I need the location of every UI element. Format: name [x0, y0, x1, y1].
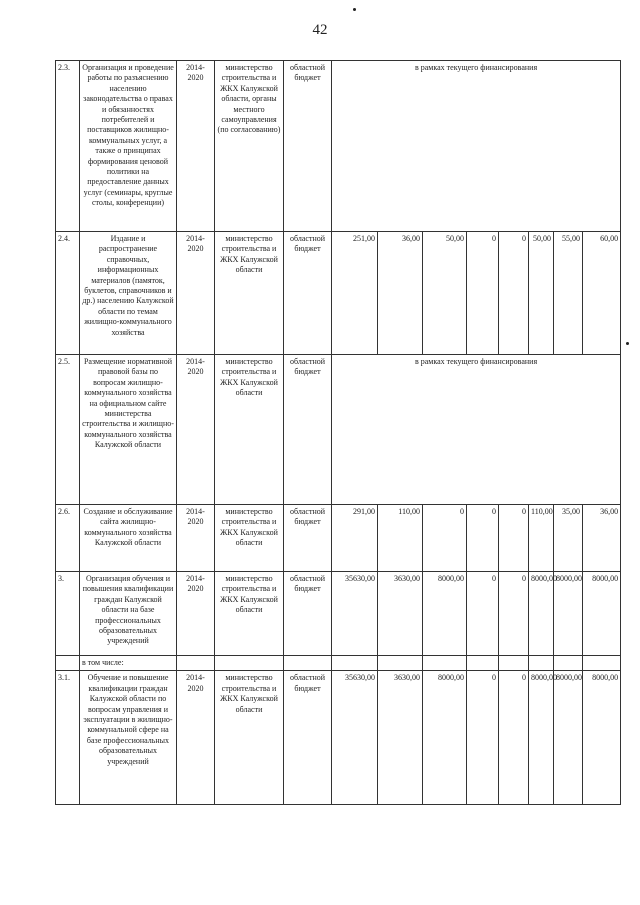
value-2017: 0 — [499, 671, 529, 805]
value-2018: 8000,00 — [529, 572, 554, 656]
executor: министерство строительства и ЖКХ Калужской области — [215, 232, 284, 355]
period: 2014-2020 — [177, 572, 215, 656]
empty-cell — [583, 656, 621, 671]
value-2014: 36,00 — [378, 232, 423, 355]
value-2017: 0 — [499, 232, 529, 355]
funding-source: областной бюджет — [284, 61, 332, 232]
row-number: 3. — [56, 572, 80, 656]
empty-cell — [554, 656, 583, 671]
value-2020: 8000,00 — [583, 671, 621, 805]
executor: министерство строительства и ЖКХ Калужской области — [215, 505, 284, 572]
funding-source: областной бюджет — [284, 671, 332, 805]
value-2016: 0 — [467, 572, 499, 656]
empty-cell — [423, 656, 467, 671]
value-2014: 3630,00 — [378, 671, 423, 805]
value-2017: 0 — [499, 572, 529, 656]
executor: министерство строительства и ЖКХ Калужской области — [215, 572, 284, 656]
value-2016: 0 — [467, 671, 499, 805]
value-2014: 110,00 — [378, 505, 423, 572]
row-number: 2.3. — [56, 61, 80, 232]
executor: министерство строительства и ЖКХ Калужской области, органы местного самоуправления (по согласованию) — [215, 61, 284, 232]
empty-cell — [177, 656, 215, 671]
subheader-row — [56, 656, 621, 671]
value-2020: 8000,00 — [583, 572, 621, 656]
empty-cell — [467, 656, 499, 671]
value-2015: 8000,00 — [423, 572, 467, 656]
row-number: 2.4. — [56, 232, 80, 355]
activity-name: Издание и распространение справочных, информационных материалов (памяток, буклетов, справочников и др.) населению Калужской области по темам жилищно-коммунального хозяйства — [80, 232, 177, 355]
value-2019: 35,00 — [554, 505, 583, 572]
financing-note: в рамках текущего финансирования — [332, 355, 621, 505]
value-2019: 55,00 — [554, 232, 583, 355]
funding-source: областной бюджет — [284, 572, 332, 656]
row-number: 2.5. — [56, 355, 80, 505]
activity-name: Обучение и повышение квалификации граждан Калужской области по вопросам управления и эксплуатации в жилищно-коммунальной сфере на базе профессиональных образовательных учреждений — [80, 671, 177, 805]
table-row — [56, 572, 621, 656]
value-total: 291,00 — [332, 505, 378, 572]
activity-name: Организация обучения и повышения квалификации граждан Калужской области на базе профессиональных образовательных учреждений — [80, 572, 177, 656]
period: 2014-2020 — [177, 355, 215, 505]
value-2020: 60,00 — [583, 232, 621, 355]
activity-name: Создание и обслуживание сайта жилищно-коммунального хозяйства Калужской области — [80, 505, 177, 572]
value-2018: 110,00 — [529, 505, 554, 572]
funding-source: областной бюджет — [284, 232, 332, 355]
value-2016: 0 — [467, 232, 499, 355]
row-number: 2.6. — [56, 505, 80, 572]
value-2018: 8000,00 — [529, 671, 554, 805]
value-2015: 0 — [423, 505, 467, 572]
page-number: 42 — [312, 22, 328, 38]
scan-dot-right — [626, 342, 629, 345]
table-row — [56, 505, 621, 572]
empty-cell — [56, 656, 80, 671]
funding-source: областной бюджет — [284, 355, 332, 505]
executor: министерство строительства и ЖКХ Калужской области — [215, 355, 284, 505]
table-row — [56, 232, 621, 355]
value-2014: 3630,00 — [378, 572, 423, 656]
financing-note: в рамках текущего финансирования — [332, 61, 621, 232]
value-2019: 8000,00 — [554, 671, 583, 805]
period: 2014-2020 — [177, 505, 215, 572]
scan-dot-top — [353, 8, 356, 11]
program-activities-table — [55, 60, 621, 805]
period: 2014-2020 — [177, 671, 215, 805]
value-2017: 0 — [499, 505, 529, 572]
row-number: 3.1. — [56, 671, 80, 805]
table-row — [56, 61, 621, 232]
value-total: 35630,00 — [332, 572, 378, 656]
value-2015: 50,00 — [423, 232, 467, 355]
value-2016: 0 — [467, 505, 499, 572]
empty-cell — [332, 656, 378, 671]
value-2020: 36,00 — [583, 505, 621, 572]
value-2018: 50,00 — [529, 232, 554, 355]
subheader-label: в том числе: — [80, 656, 177, 671]
period: 2014-2020 — [177, 232, 215, 355]
activity-name: Организация и проведение работы по разъяснению населению законодательства о правах и обязанностях потребителей и поставщиков жилищно-коммунальных услуг, а также о принципах формирования ценовой политики на предоставление данных услуг (семинары, круглые столы, конференции) — [80, 61, 177, 232]
funding-source: областной бюджет — [284, 505, 332, 572]
table-row — [56, 355, 621, 505]
value-total: 251,00 — [332, 232, 378, 355]
empty-cell — [284, 656, 332, 671]
value-2019: 8000,00 — [554, 572, 583, 656]
empty-cell — [215, 656, 284, 671]
value-total: 35630,00 — [332, 671, 378, 805]
activity-name: Размещение нормативной правовой базы по вопросам жилищно-коммунального хозяйства на официальном сайте министерства строительства и жилищно-коммунального хозяйства Калужской области — [80, 355, 177, 505]
table-row — [56, 671, 621, 805]
empty-cell — [529, 656, 554, 671]
empty-cell — [499, 656, 529, 671]
empty-cell — [378, 656, 423, 671]
executor: министерство строительства и ЖКХ Калужской области — [215, 671, 284, 805]
period: 2014-2020 — [177, 61, 215, 232]
value-2015: 8000,00 — [423, 671, 467, 805]
